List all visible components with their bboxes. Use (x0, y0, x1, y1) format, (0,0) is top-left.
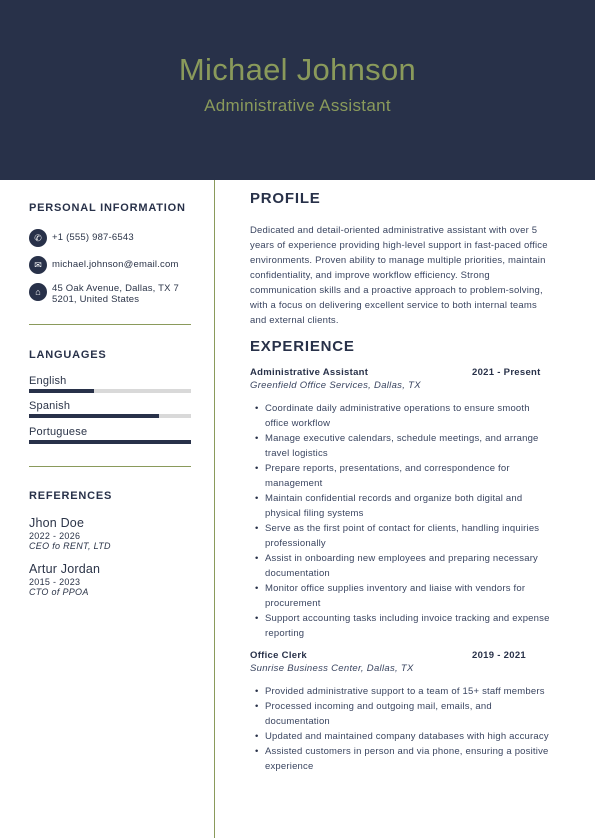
job-bullets (250, 684, 575, 774)
job-bullet-line: • Coordinate daily administrative operations to ensure smooth (265, 403, 530, 414)
job-title: Administrative Assistant (250, 367, 369, 378)
reference-item (29, 516, 111, 551)
profile-line: years of experience providing high-level support in fast-paced office (250, 240, 548, 251)
job-bullet-line: • Prepare reports, presentations, and correspondence for (265, 463, 510, 474)
job-bullet (250, 521, 575, 551)
language-name: Portuguese (29, 426, 88, 438)
job-bullet-line: physical filing systems (265, 508, 364, 519)
job-bullet-line: • Provided administrative support to a team of 15+ staff members (265, 686, 545, 697)
job-entry (250, 367, 575, 641)
profile-text (250, 223, 575, 328)
reference-years: 2015 - 2023 (29, 577, 81, 587)
reference-item (29, 562, 100, 597)
language-level-fill (29, 389, 94, 393)
candidate-name: Michael Johnson (178, 52, 417, 87)
job-bullets (250, 401, 575, 641)
job-entry (250, 650, 575, 774)
candidate-title: Administrative Assistant (204, 96, 391, 115)
personal-info-heading: PERSONAL INFORMATION (29, 202, 186, 214)
language-level-fill (29, 414, 159, 418)
job-bullet-line: • Updated and maintained company databases with high accuracy (265, 731, 549, 742)
job-title: Office Clerk (250, 650, 307, 661)
profile-line: Dedicated and detail-oriented administrative assistant with over 5 (250, 225, 538, 236)
job-bullet (250, 401, 575, 431)
job-bullet-line: management (265, 478, 323, 489)
job-bullet-line: • Serve as the first point of contact for clients, handling inquiries (265, 523, 540, 534)
contact-phone (29, 229, 134, 247)
reference-years: 2022 - 2026 (29, 531, 81, 541)
job-bullet (250, 551, 575, 581)
job-bullet-line: • Processed incoming and outgoing mail, emails, and (265, 701, 492, 712)
job-bullet-line: professionally (265, 538, 326, 549)
reference-role: CEO fo RENT, LTD (29, 541, 111, 551)
reference-name: Artur Jordan (29, 562, 101, 576)
job-bullet (250, 699, 575, 729)
reference-role: CTO of PPOA (29, 587, 89, 597)
job-bullet-line: travel logistics (265, 448, 328, 459)
reference-name: Jhon Doe (29, 516, 85, 530)
job-company: Greenfield Office Services, Dallas, TX (250, 380, 421, 391)
languages-heading: LANGUAGES (29, 349, 107, 361)
job-bullet (250, 491, 575, 521)
job-bullet-line: documentation (265, 716, 330, 727)
language-level-bar (29, 389, 191, 393)
job-header (250, 650, 575, 663)
column-divider (214, 180, 215, 838)
job-bullet (250, 581, 575, 611)
language-level-bar (29, 440, 191, 444)
job-bullet-line: documentation (265, 568, 330, 579)
experience-heading: EXPERIENCE (250, 338, 355, 355)
profile-line: confidentiality, and improve workflow efficiency. Strong (250, 270, 490, 281)
resume-header (0, 0, 595, 180)
job-bullet-line: office workflow (265, 418, 331, 429)
job-bullet-line: • Maintain confidential records and organize both digital and (265, 493, 523, 504)
language-level-fill (29, 440, 191, 444)
phone-text: +1 (555) 987-6543 (52, 232, 134, 243)
profile-line: and external clients. (250, 315, 339, 326)
profile-line: with a focus on delivering excellent service to both internal teams (250, 300, 537, 311)
profile-line: environments. Proven ability to manage multiple priorities, maintain (250, 255, 546, 266)
home-icon: ⌂ (29, 283, 47, 301)
job-dates: 2021 - Present (472, 367, 541, 378)
job-bullet (250, 431, 575, 461)
address-text (52, 283, 179, 305)
language-item (29, 400, 191, 418)
contact-address (29, 283, 179, 305)
job-dates: 2019 - 2021 (472, 650, 527, 661)
address-line-1: 45 Oak Avenue, Dallas, TX 7 (52, 283, 180, 294)
profile-line: communication skills and a proactive approach to problem-solving, (250, 285, 543, 296)
job-bullet (250, 684, 575, 699)
phone-icon: ✆ (29, 229, 47, 247)
address-line-2: 5201, United States (52, 294, 140, 305)
job-bullet-line: • Monitor office supplies inventory and liaise with vendors for (265, 583, 526, 594)
profile-heading: PROFILE (250, 190, 321, 207)
job-bullet-line: • Assist in onboarding new employees and preparing necessary (265, 553, 539, 564)
job-bullet-line: • Support accounting tasks including invoice tracking and expense (265, 613, 550, 624)
job-bullet (250, 729, 575, 744)
references-heading: REFERENCES (29, 490, 113, 502)
job-bullet-line: procurement (265, 598, 321, 609)
job-bullet (250, 461, 575, 491)
contact-email (29, 256, 179, 274)
language-item (29, 375, 191, 393)
email-text: michael.johnson@email.com (52, 259, 179, 270)
job-bullet (250, 611, 575, 641)
language-name: Spanish (29, 400, 71, 412)
section-divider (29, 466, 191, 467)
language-item (29, 426, 191, 444)
job-bullet-line: experience (265, 761, 314, 772)
job-company: Sunrise Business Center, Dallas, TX (250, 663, 414, 674)
job-bullet (250, 744, 575, 774)
job-bullet-line: • Manage executive calendars, schedule meetings, and arrange (265, 433, 539, 444)
job-bullet-line: reporting (265, 628, 305, 639)
language-level-bar (29, 414, 191, 418)
job-bullet-line: • Assisted customers in person and via phone, ensuring a positive (265, 746, 549, 757)
section-divider (29, 324, 191, 325)
language-name: English (29, 375, 67, 387)
job-header (250, 367, 575, 380)
email-icon: ✉ (29, 256, 47, 274)
